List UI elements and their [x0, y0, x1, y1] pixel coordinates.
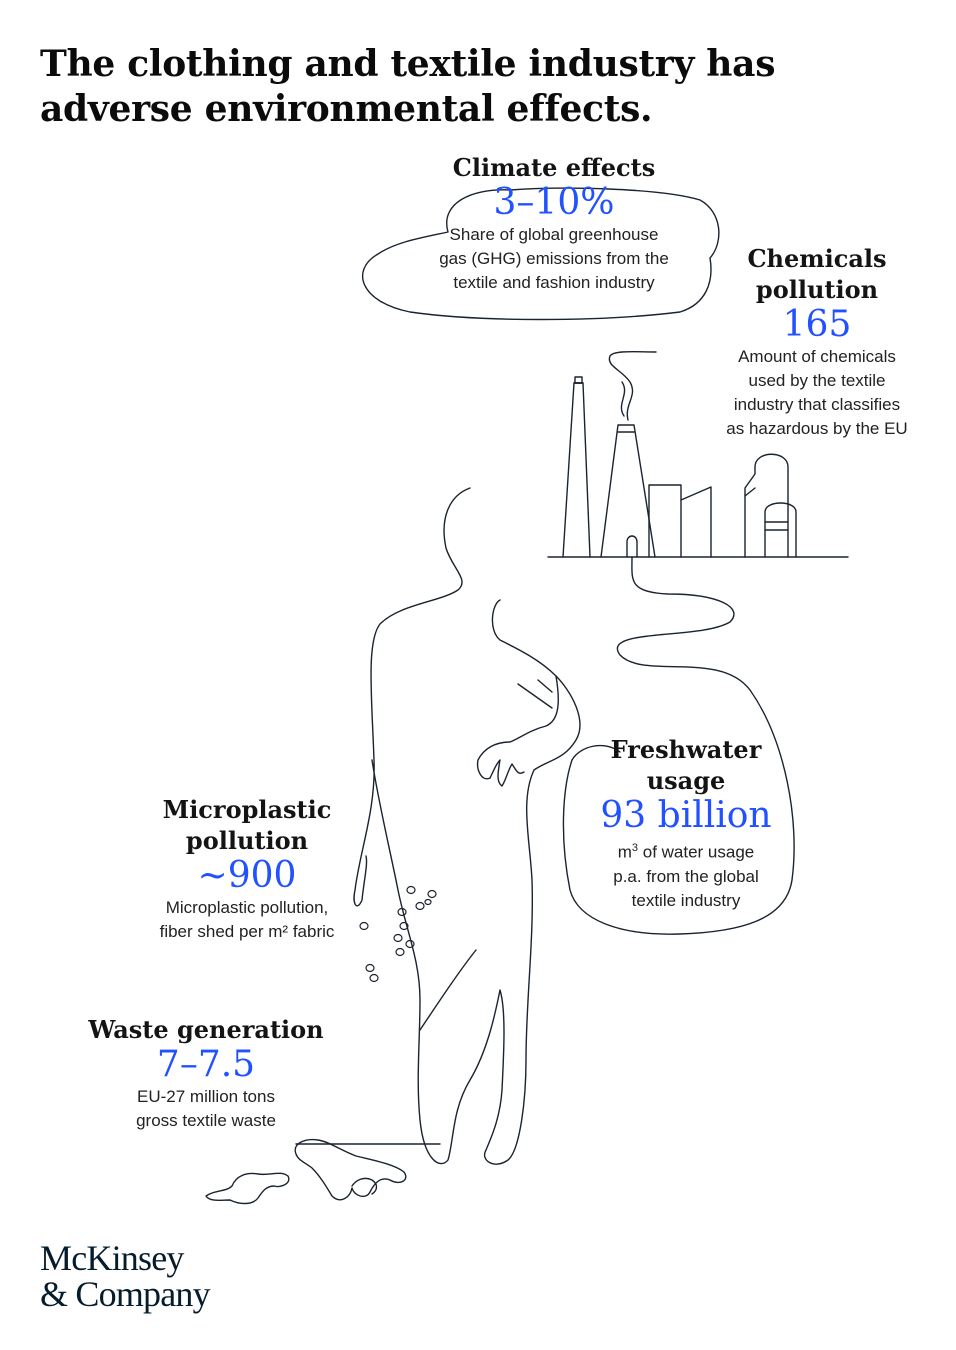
waste-generation-stat: 7–7.5 [156, 1044, 256, 1085]
factory-building [649, 485, 711, 557]
climate-effects-heading: Climate effects [452, 153, 656, 182]
microplastic-pollution-stat: ~900 [197, 855, 297, 896]
person-silhouette [354, 488, 580, 1164]
waste-generation-heading: Waste generation [88, 1015, 324, 1044]
mckinsey-logo: McKinsey & Company [40, 1238, 210, 1314]
microplastic-particles [360, 887, 436, 982]
chemicals-pollution-block [704, 243, 930, 441]
page-title: The clothing and textile industry has adverse environmental effects. [40, 43, 776, 130]
smoke [609, 352, 656, 420]
microplastic-pollution-heading: Microplastic pollution [162, 795, 332, 855]
thin-chimney [563, 383, 590, 557]
chemicals-pollution-heading: Chemicals pollution [747, 244, 887, 304]
microplastic-pollution-block [132, 794, 362, 944]
waste-generation-block [86, 1014, 326, 1133]
climate-effects-description: Share of global greenhouse gas (GHG) emissions from the textile and fashion industry [439, 225, 669, 292]
freshwater-usage-stat: 93 billion [600, 795, 772, 836]
freshwater-usage-block [566, 734, 806, 913]
chemicals-pollution-description: Amount of chemicals used by the textile industry that classifies as hazardous by the EU [726, 347, 908, 438]
chemicals-pollution-stat: 165 [782, 304, 852, 345]
freshwater-usage-description: $m^3$ of water usage p.a. from the global textile industry [613, 842, 759, 910]
climate-effects-stat: 3–10% [493, 182, 615, 223]
climate-effects-block [414, 152, 694, 295]
waste-generation-description: EU-27 million tons gross textile waste [136, 1087, 276, 1130]
silo [745, 454, 788, 557]
freshwater-usage-heading: Freshwater usage [610, 735, 762, 795]
microplastic-pollution-description: Microplastic pollution, fiber shed per m² fabric [159, 898, 335, 941]
waste-pile [295, 1140, 406, 1200]
hand [478, 676, 559, 786]
